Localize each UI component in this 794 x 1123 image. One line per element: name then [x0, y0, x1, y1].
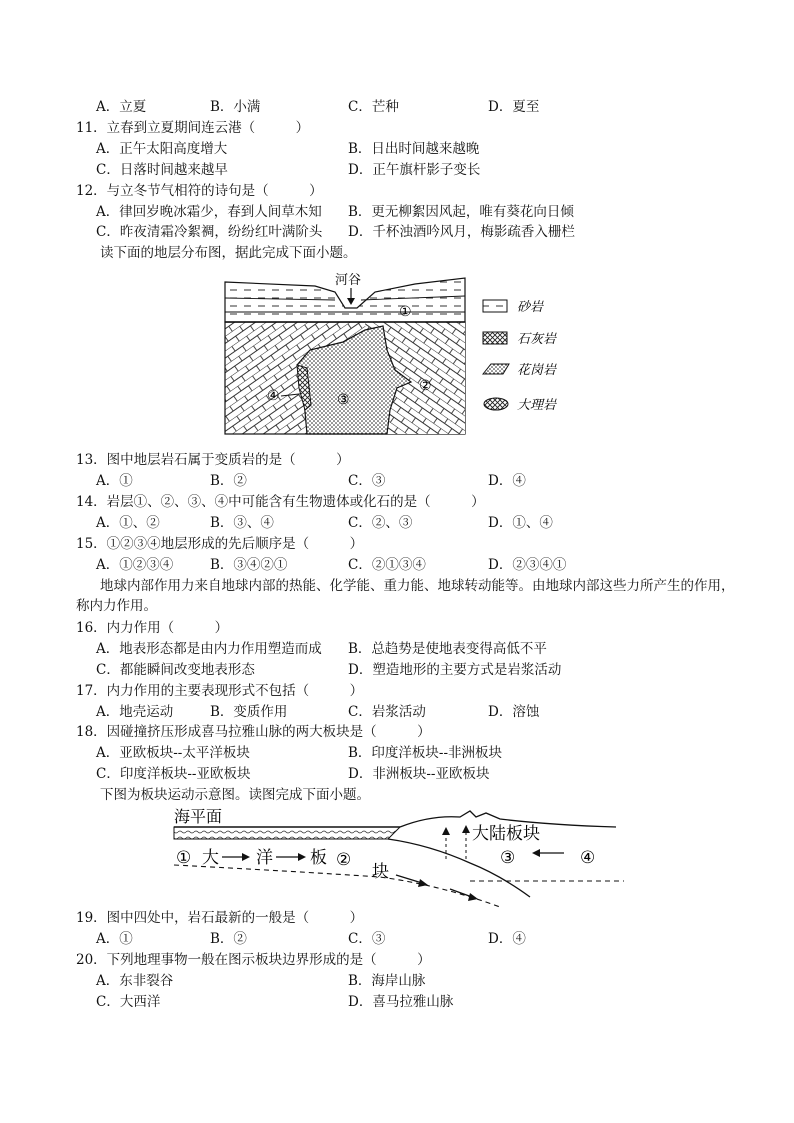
q10-option-d: D．夏至 — [488, 99, 540, 115]
stratum-4-label: ④ — [267, 388, 280, 404]
q14-stem: 14．岩层①、②、③、④中可能含有生物遗体或化石的是（ ） — [76, 494, 485, 510]
ocean-plate-char-1: 大 — [202, 848, 219, 868]
q14-option-a: A．①、② — [96, 515, 160, 531]
q11-option-b: B．日出时间越来越晚 — [348, 141, 480, 157]
q17-option-d: D．溶蚀 — [488, 704, 540, 720]
plate-point-3-label: ③ — [500, 848, 516, 868]
q17-option-c: C．岩浆活动 — [348, 704, 426, 720]
q11-option-c: C．日落时间越来越早 — [96, 162, 228, 178]
q10-option-c: C．芒种 — [348, 99, 399, 115]
q11-option-d: D．正午旗杆影子变长 — [348, 162, 481, 178]
q16-option-d: D．塑造地形的主要方式是岩浆活动 — [348, 662, 562, 678]
q20-option-d: D．喜马拉雅山脉 — [348, 994, 454, 1010]
q14-option-b: B．③、④ — [210, 515, 274, 531]
q16-option-a: A．地表形态都是由内力作用塑造而成 — [96, 641, 322, 657]
q13-option-c: C．③ — [348, 473, 386, 489]
q12-option-d: D．千杯浊酒吟风月，梅影疏香入栅栏 — [348, 224, 575, 240]
q20-option-c: C．大西洋 — [96, 994, 161, 1010]
legend-limestone: 石灰岩 — [517, 332, 557, 347]
q15-stem: 15．①②③④地层形成的先后顺序是（ ） — [76, 536, 364, 552]
q17-stem: 17．内力作用的主要表现形式不包括（ ） — [76, 683, 364, 699]
continental-plate-label: 大陆板块 — [472, 824, 540, 844]
q13-option-b: B．② — [210, 473, 247, 489]
q19-option-b: B．② — [210, 931, 247, 947]
strata-figure — [215, 270, 585, 440]
q11-option-a: A．正午太阳高度增大 — [96, 141, 228, 157]
q20-option-b: B．海岸山脉 — [348, 973, 426, 989]
intro-strata: 读下面的地层分布图，据此完成下面小题。 — [100, 245, 357, 261]
ocean-plate-char-4: 块 — [372, 862, 389, 882]
q16-option-c: C．都能瞬间改变地表形态 — [96, 662, 255, 678]
q15-option-c: C．②①③④ — [348, 557, 426, 573]
q15-option-b: B．③④②① — [210, 557, 288, 573]
q17-option-b: B．变质作用 — [210, 704, 288, 720]
intro-plate-figure: 下图为板块运动示意图。读图完成下面小题。 — [100, 787, 370, 803]
q12-option-a: A．律回岁晚冰霜少，春到人间草木知 — [96, 204, 322, 220]
stratum-1-label: ① — [399, 304, 412, 320]
legend-granite: 花岗岩 — [517, 363, 557, 378]
plate-point-1-label: ① — [176, 848, 192, 868]
q15-option-a: A．①②③④ — [96, 557, 174, 573]
plate-point-4-label: ④ — [580, 848, 596, 868]
q14-option-d: D．①、④ — [488, 515, 553, 531]
plate-point-2-label: ② — [336, 850, 352, 870]
intro-internal-forces: 地球内部作用力来自地球内部的热能、化学能、重力能、地球转动能等。由地球内部这些力所产生的作用，称内力作用。 — [76, 578, 735, 614]
q10-option-b: B．小满 — [210, 99, 261, 115]
q13-option-d: D．④ — [488, 473, 526, 489]
q15-option-d: D．②③④① — [488, 557, 567, 573]
q10-option-a: A．立夏 — [96, 99, 147, 115]
stratum-2-label: ② — [419, 378, 432, 394]
q19-option-d: D．④ — [488, 931, 526, 947]
ocean-plate-char-2: 洋 — [256, 848, 273, 868]
q20-option-a: A．东非裂谷 — [96, 973, 174, 989]
stratum-3-label: ③ — [337, 392, 350, 408]
sea-level-label: 海平面 — [174, 807, 223, 826]
legend-sandstone: 砂岩 — [517, 300, 544, 315]
q20-stem: 20．下列地理事物一般在图示板块边界形成的是（ ） — [76, 952, 431, 968]
valley-label: 河谷 — [335, 273, 362, 288]
q12-stem: 12．与立冬节气相符的诗句是（ ） — [76, 183, 323, 199]
q17-option-a: A．地壳运动 — [96, 704, 174, 720]
q12-option-c: C．昨夜清霜冷絮裯，纷纷红叶满阶头 — [96, 224, 323, 240]
q18-option-d: D．非洲板块--亚欧板块 — [348, 766, 490, 782]
q11-stem: 11．立春到立夏期间连云港（ ） — [76, 120, 310, 136]
q16-stem: 16．内力作用（ ） — [76, 620, 229, 636]
q19-option-c: C．③ — [348, 931, 386, 947]
ocean-plate-char-3: 板 — [310, 848, 327, 868]
q18-option-a: A．亚欧板块--太平洋板块 — [96, 745, 250, 761]
q18-option-c: C．印度洋板块--亚欧板块 — [96, 766, 251, 782]
q19-stem: 19．图中四处中，岩石最新的一般是（ ） — [76, 910, 364, 926]
plate-figure — [170, 805, 630, 910]
q13-option-a: A．① — [96, 473, 133, 489]
q19-option-a: A．① — [96, 931, 133, 947]
q18-stem: 18．因碰撞挤压形成喜马拉雅山脉的两大板块是（ ） — [76, 724, 431, 740]
legend-marble: 大理岩 — [517, 398, 557, 413]
q16-option-b: B．总趋势是使地表变得高低不平 — [348, 641, 547, 657]
q13-stem: 13．图中地层岩石属于变质岩的是（ ） — [76, 452, 350, 468]
q12-option-b: B．更无柳絮因风起，唯有葵花向日倾 — [348, 204, 574, 220]
q14-option-c: C．②、③ — [348, 515, 413, 531]
q18-option-b: B．印度洋板块--非洲板块 — [348, 745, 503, 761]
